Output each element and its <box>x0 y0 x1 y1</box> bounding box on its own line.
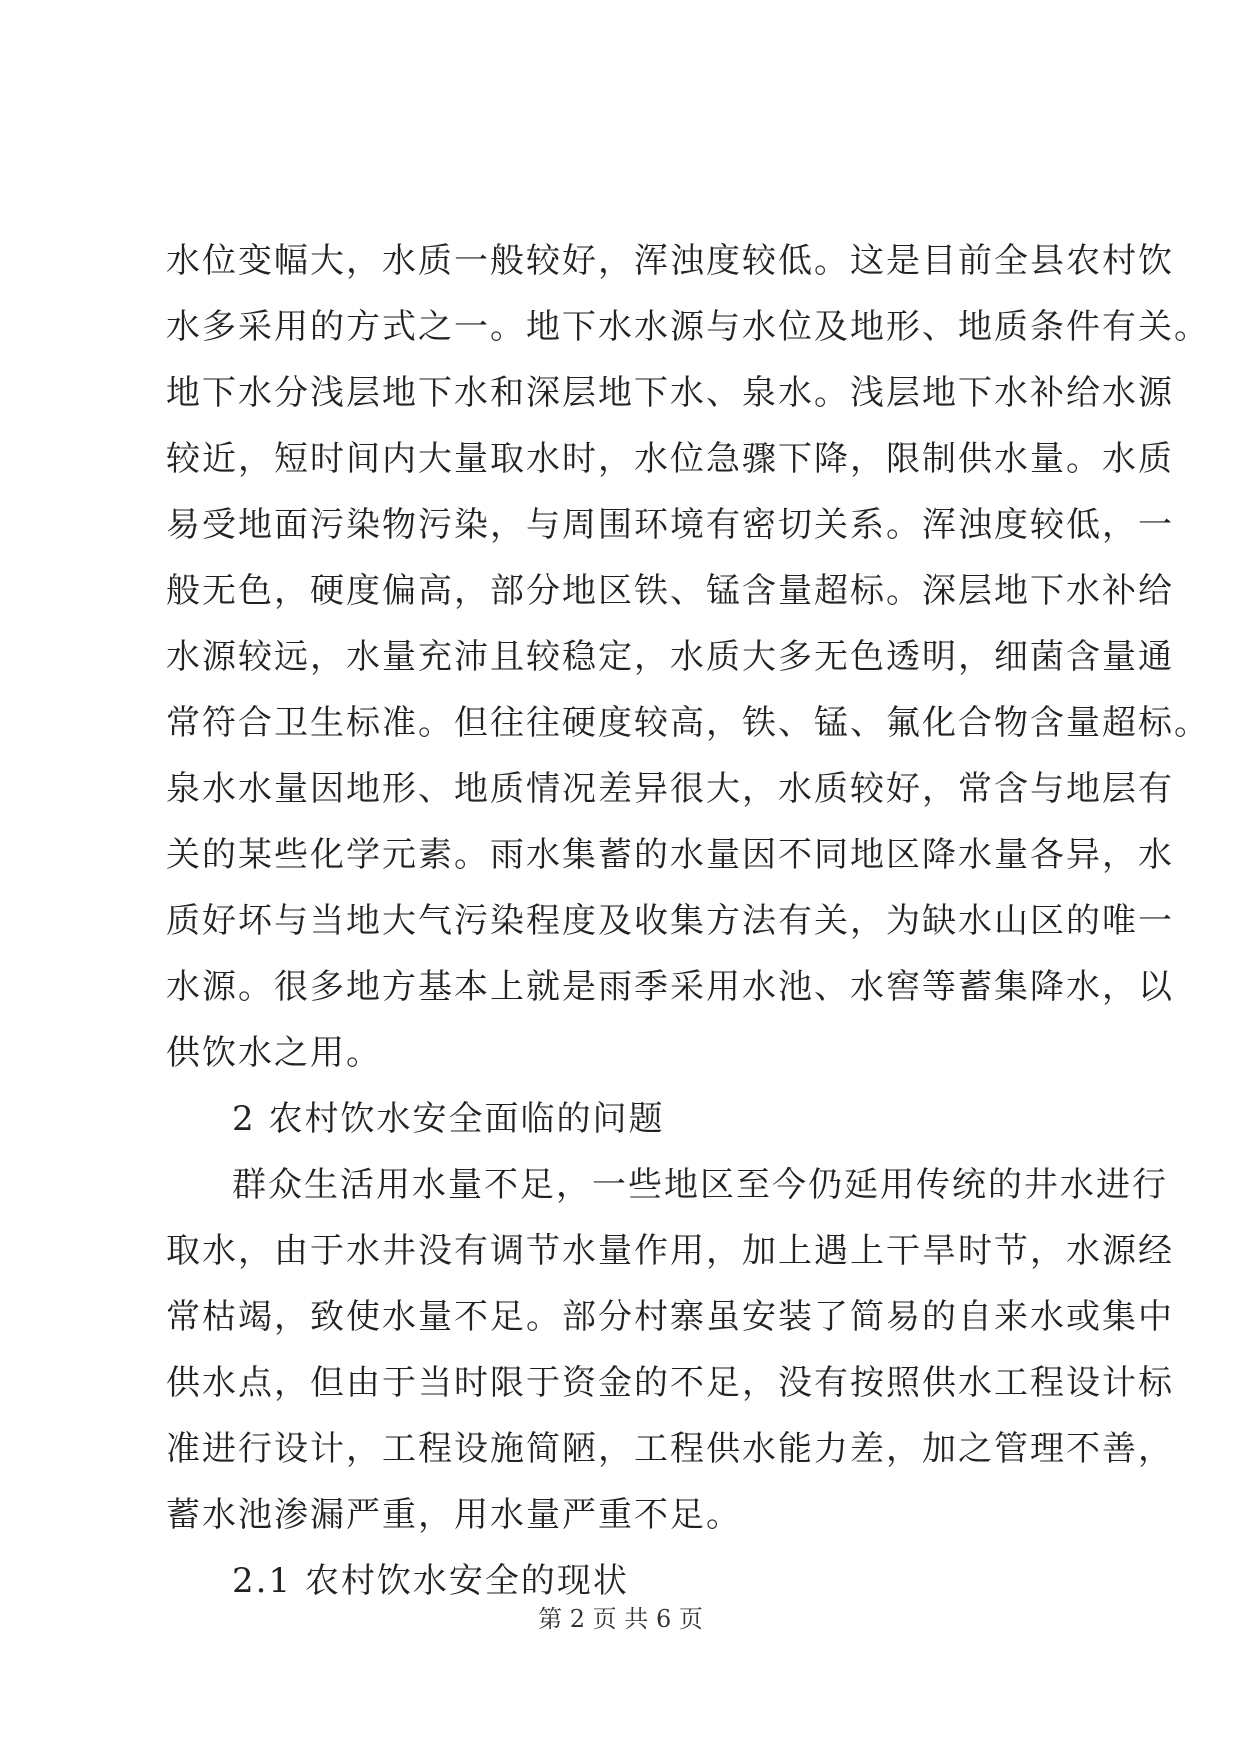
text-line: 水多采用的方式之一。地下水水源与水位及地形、地质条件有关。 <box>166 307 1210 347</box>
text-line: 常枯竭，致使水量不足。部分村寨虽安装了简易的自来水或集中 <box>166 1297 1174 1337</box>
text-line: 水源。很多地方基本上就是雨季采用水池、水窖等蓄集降水，以 <box>166 967 1174 1007</box>
page-number: 第 2 页 共 6 页 <box>538 1605 703 1633</box>
text-line: 较近，短时间内大量取水时，水位急骤下降，限制供水量。水质 <box>166 439 1174 479</box>
text-line: 质好坏与当地大气污染程度及收集方法有关，为缺水山区的唯一 <box>166 901 1174 941</box>
text-line: 供水点，但由于当时限于资金的不足，没有按照供水工程设计标 <box>166 1363 1174 1403</box>
text-line: 蓄水池渗漏严重，用水量严重不足。 <box>166 1495 742 1535</box>
text-line: 常符合卫生标准。但往往硬度较高，铁、锰、氟化合物含量超标。 <box>166 703 1210 743</box>
text-line: 易受地面污染物污染，与周围环境有密切关系。浑浊度较低，一 <box>166 505 1174 545</box>
text-line: 关的某些化学元素。雨水集蓄的水量因不同地区降水量各异，水 <box>166 835 1174 875</box>
document-body <box>166 228 1210 1614</box>
text-line: 准进行设计，工程设施简陋，工程供水能力差，加之管理不善， <box>166 1429 1174 1469</box>
subsection-heading: 2.1 农村饮水安全的现状 <box>232 1561 629 1601</box>
section-heading: 2 农村饮水安全面临的问题 <box>232 1099 665 1139</box>
page-footer <box>0 1604 1241 1634</box>
text-line: 水源较远，水量充沛且较稳定，水质大多无色透明，细菌含量通 <box>166 637 1174 677</box>
text-line: 水位变幅大，水质一般较好，浑浊度较低。这是目前全县农村饮 <box>166 241 1174 281</box>
text-line: 地下水分浅层地下水和深层地下水、泉水。浅层地下水补给水源 <box>166 373 1174 413</box>
text-line: 般无色，硬度偏高，部分地区铁、锰含量超标。深层地下水补给 <box>166 571 1174 611</box>
text-line: 供饮水之用。 <box>166 1033 382 1073</box>
text-line: 取水，由于水井没有调节水量作用，加上遇上干旱时节，水源经 <box>166 1231 1174 1271</box>
paragraph-first-line: 群众生活用水量不足，一些地区至今仍延用传统的井水进行 <box>232 1165 1168 1205</box>
text-line: 泉水水量因地形、地质情况差异很大，水质较好，常含与地层有 <box>166 769 1174 809</box>
